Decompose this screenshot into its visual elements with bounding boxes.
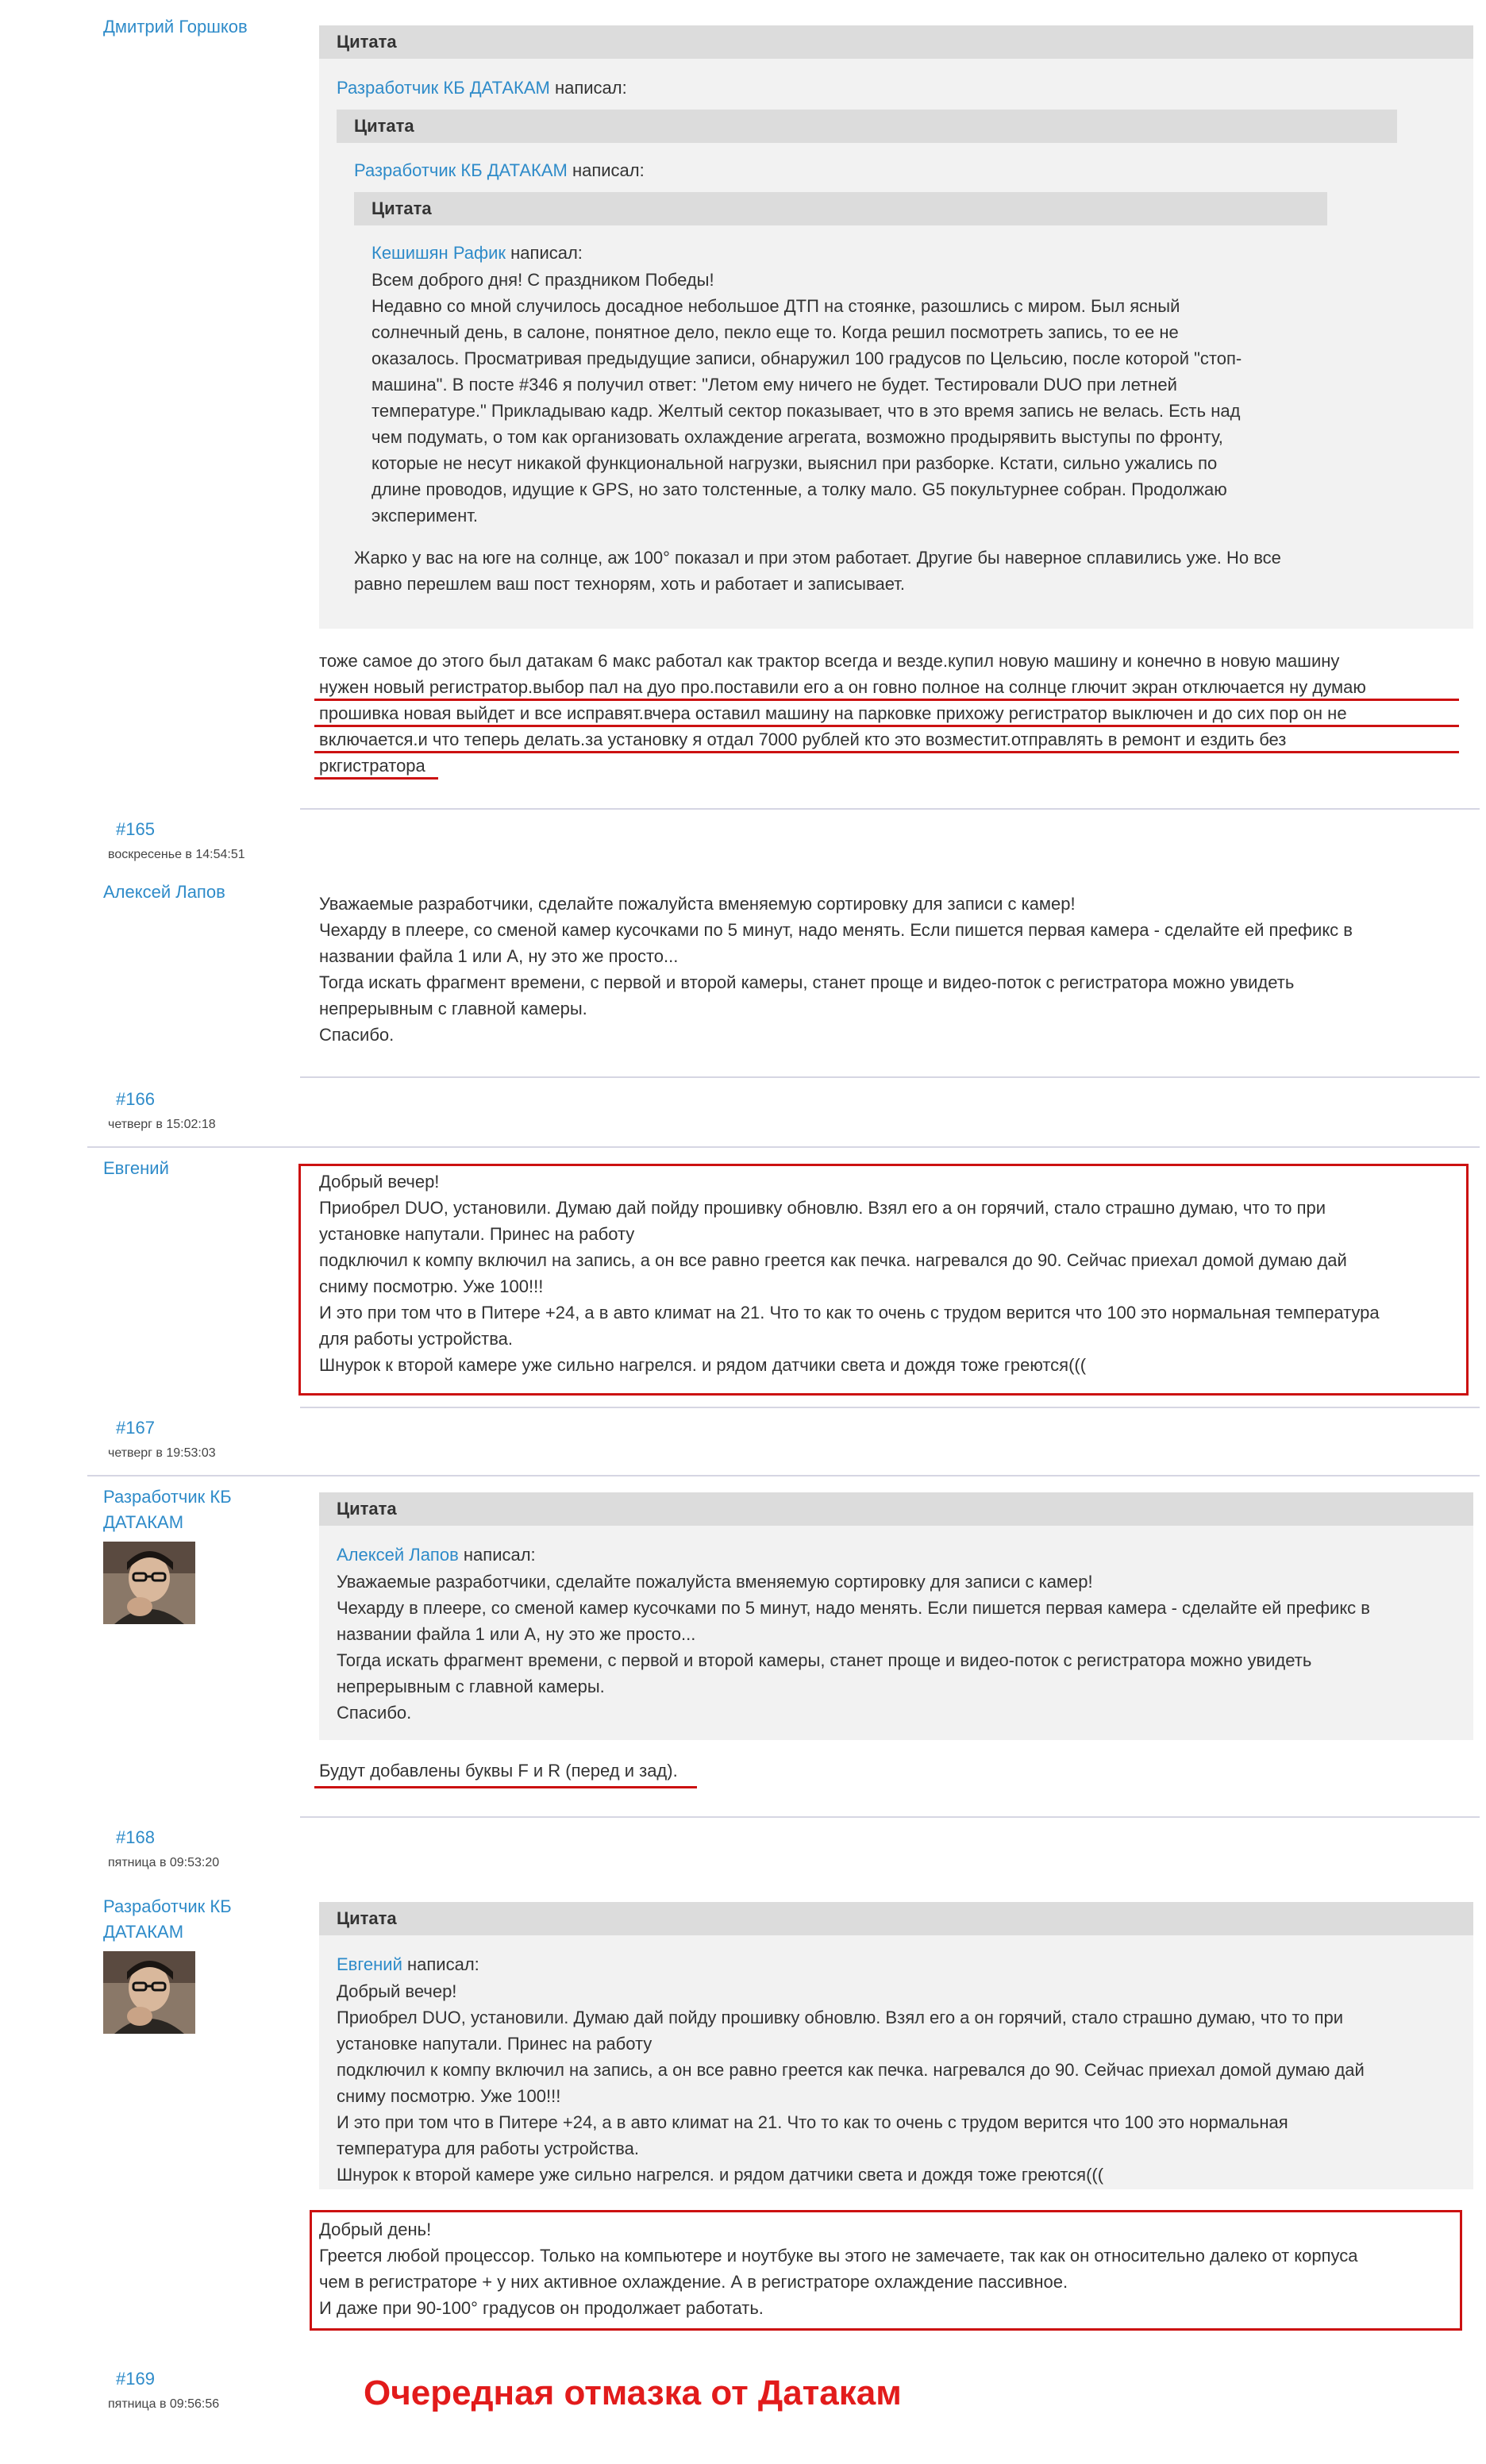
quote-author-link[interactable]: Разработчик КБ ДАТАКАМ xyxy=(354,160,568,180)
post-author-link[interactable]: Дмитрий Горшков xyxy=(103,17,248,37)
post-separator xyxy=(300,808,1480,810)
post-author-link[interactable]: Евгений xyxy=(103,1158,169,1178)
avatar[interactable] xyxy=(103,1951,195,2034)
text-line: эксперимент. xyxy=(372,506,479,526)
post-number-link[interactable]: #168 xyxy=(116,1827,155,1847)
quote-wrote-label: написал: xyxy=(572,160,645,180)
text-line: Жарко у вас на юге на солнце, аж 100° показал и при этом работает. Другие бы наверное сплавились уже. Но все xyxy=(354,548,1281,568)
text-line: ркгистратора xyxy=(319,756,425,776)
text-line: Спасибо. xyxy=(337,1703,412,1723)
avatar-portrait-icon xyxy=(103,1951,195,2034)
text-line: включается.и что теперь делать.за установку я отдал 7000 рублей кто это возместит.отправлять в ремонт и ездить без xyxy=(319,730,1287,749)
text-line: Спасибо. xyxy=(319,1025,395,1045)
post-author-link[interactable]: Алексей Лапов xyxy=(103,882,225,902)
text-line: чем в регистраторе + у них активное охлаждение. А в регистраторе охлаждение пассивное. xyxy=(319,2272,1068,2292)
post-body xyxy=(319,891,1353,1048)
post-separator xyxy=(87,1146,1480,1148)
text-line: нужен новый регистратор.выбор пал на дуо про.поставили его а он говно полное на солнце глючит экран отключается ну думаю xyxy=(319,677,1366,697)
text-line: Добрый вечер! xyxy=(337,1981,457,2001)
text-line: И даже при 90-100° градусов он продолжает работать. xyxy=(319,2298,764,2318)
text-line: названии файла 1 или А, ну это же просто... xyxy=(337,1624,696,1644)
text-line: температуре." Прикладываю кадр. Желтый сектор показывает, что в это время запись не велась. Есть над xyxy=(372,401,1241,421)
quote-author-link[interactable]: Алексей Лапов xyxy=(337,1545,459,1565)
text-line: И это при том что в Питере +24, а в авто климат на 21. Что то как то очень с трудом верится что 100 это нормальная xyxy=(337,2112,1288,2132)
post-date: пятница в 09:53:20 xyxy=(108,1856,220,1869)
post-separator xyxy=(300,1407,1480,1408)
text-line: установке напутали. Принес на работу xyxy=(337,2034,653,2054)
text-line: Чехарду в плеере, со сменой камер кусочками по 5 минут, надо менять. Если пишется первая камера - сделайте ей префикс в xyxy=(319,920,1353,940)
quote-text xyxy=(337,1978,1365,2188)
post-body xyxy=(319,1758,678,1784)
text-line: Будут добавлены буквы F и R (перед и зад). xyxy=(319,1761,678,1781)
quote-wrote-label: написал: xyxy=(463,1545,536,1565)
post-date: воскресенье в 14:54:51 xyxy=(108,848,245,861)
text-line: подключил к компу включил на запись, а он все равно греется как печка. нагревался до 90. Сейчас приехал домой думаю дай xyxy=(337,2060,1365,2080)
text-line: равно перешлем ваш пост технорям, хоть и работает и записывает. xyxy=(354,574,906,594)
annotation-underline xyxy=(314,1786,697,1788)
annotation-underline xyxy=(314,751,1459,753)
text-line: Тогда искать фрагмент времени, с первой и второй камеры, станет проще и видео-поток с регистратора можно увидеть xyxy=(337,1650,1312,1670)
post-number-link[interactable]: #167 xyxy=(116,1418,155,1438)
text-line: длине проводов, идущие к GPS, но зато толстенные, а толку мало. G5 покультурнее собран. Продолжаю xyxy=(372,479,1227,499)
post-number-link[interactable]: #166 xyxy=(116,1089,155,1109)
text-line: тоже самое до этого был датакам 6 макс работал как трактор всегда и везде.купил новую машину и конечно в новую машину xyxy=(319,651,1340,671)
post-separator xyxy=(300,1076,1480,1078)
text-line: прошивка новая выйдет и все исправят.вчера оставил машину на парковке прихожу регистратор выключен и до сих пор он не xyxy=(319,703,1347,723)
quote-header-nested: Цитата xyxy=(337,110,1397,143)
author-name-line: Разработчик КБ xyxy=(103,1896,232,1916)
text-line: Тогда искать фрагмент времени, с первой и второй камеры, станет проще и видео-поток с регистратора можно увидеть xyxy=(319,972,1295,992)
text-line: Греется любой процессор. Только на компьютере и ноутбуке вы этого не замечаете, так как он относительно далеко от корпуса xyxy=(319,2246,1358,2266)
text-line: Уважаемые разработчики, сделайте пожалуйста вменяемую сортировку для записи с камер! xyxy=(319,894,1076,914)
text-line: Уважаемые разработчики, сделайте пожалуйста вменяемую сортировку для записи с камер! xyxy=(337,1572,1093,1592)
post-body xyxy=(319,2216,1358,2321)
author-name-line: ДАТАКАМ xyxy=(103,1922,184,1942)
quote-wrote-label: написал: xyxy=(554,78,627,98)
text-line: температура для работы устройства. xyxy=(337,2139,639,2158)
text-line: Приобрел DUO, установили. Думаю дай пойду прошивку обновлю. Взял его а он горячий, стало страшно думаю, что то при xyxy=(319,1198,1326,1218)
author-name-line: Разработчик КБ xyxy=(103,1487,232,1507)
quote-header-nested-2: Цитата xyxy=(354,192,1327,225)
post-separator xyxy=(300,1816,1480,1818)
text-line: непрерывным с главной камеры. xyxy=(337,1677,605,1696)
quote-header: Цитата xyxy=(319,1902,1473,1935)
author-name-line: ДАТАКАМ xyxy=(103,1512,184,1532)
text-line: Всем доброго дня! С праздником Победы! xyxy=(372,270,714,290)
annotation-underline xyxy=(314,777,438,780)
text-line: для работы устройства. xyxy=(319,1329,513,1349)
text-line: подключил к компу включил на запись, а он все равно греется как печка. нагревался до 90. Сейчас приехал домой думаю дай xyxy=(319,1250,1347,1270)
post-author-link[interactable] xyxy=(103,1484,232,1535)
post-body xyxy=(319,648,1366,779)
annotation-underline xyxy=(314,699,1459,701)
quote-text-nested-2 xyxy=(372,267,1242,529)
post-body xyxy=(319,1168,1380,1378)
annotation-underline xyxy=(314,725,1459,727)
quote-author-link[interactable]: Евгений xyxy=(337,1954,402,1974)
quote-attribution-nested-2 xyxy=(372,240,583,266)
quote-attribution xyxy=(337,1951,479,1977)
avatar[interactable] xyxy=(103,1542,195,1624)
quote-header: Цитата xyxy=(319,25,1473,59)
quote-author-link[interactable]: Кешишян Рафик xyxy=(372,243,506,263)
text-line: названии файла 1 или А, ну это же просто... xyxy=(319,946,679,966)
text-line: Добрый вечер! xyxy=(319,1172,440,1192)
text-line: И это при том что в Питере +24, а в авто климат на 21. Что то как то очень с трудом верится что 100 это нормальная температура xyxy=(319,1303,1380,1322)
text-line: чем подумать, о том как организовать охлаждение агрегата, возможно продырявить выступы по фронту, xyxy=(372,427,1223,447)
text-line: оказалось. Просматривая предыдущие записи, обнаружил 100 градусов по Цельсию, после которой "стоп- xyxy=(372,348,1242,368)
text-line: установке напутали. Принес на работу xyxy=(319,1224,635,1244)
text-line: Приобрел DUO, установили. Думаю дай пойду прошивку обновлю. Взял его а он горячий, стало страшно думаю, что то при xyxy=(337,2008,1344,2027)
post-date: четверг в 15:02:18 xyxy=(108,1118,216,1131)
quote-attribution xyxy=(337,1542,536,1568)
quote-header: Цитата xyxy=(319,1492,1473,1526)
text-line: Шнурок к второй камере уже сильно нагрелся. и рядом датчики света и дождя тоже греются((( xyxy=(319,1355,1087,1375)
text-line: сниму посмотрю. Уже 100!!! xyxy=(337,2086,561,2106)
quote-wrote-label: написал: xyxy=(407,1954,479,1974)
text-line: непрерывным с главной камеры. xyxy=(319,999,587,1018)
quote-wrote-label: написал: xyxy=(510,243,583,263)
quote-text-nested xyxy=(354,545,1281,597)
text-line: которые не несут никакой функциональной нагрузки, выяснил при разборке. Кстати, сильно ужались по xyxy=(372,453,1218,473)
text-line: Недавно со мной случилось досадное небольшое ДТП на стоянке, разошлись с миром. Был ясный xyxy=(372,296,1180,316)
post-number-link[interactable]: #165 xyxy=(116,819,155,839)
post-separator xyxy=(87,1475,1480,1476)
text-line: машина". В посте #346 я получил ответ: "Летом ему ничего не будет. Тестировали DUO при летней xyxy=(372,375,1177,395)
overlay-caption: Очередная отмазка от Датакам xyxy=(364,2374,902,2412)
avatar-portrait-icon xyxy=(103,1542,195,1624)
text-line: Добрый день! xyxy=(319,2220,432,2239)
post-author-link[interactable] xyxy=(103,1894,232,1945)
post-date: четверг в 19:53:03 xyxy=(108,1446,216,1460)
post-number-link[interactable]: #169 xyxy=(116,2369,155,2389)
quote-author-link[interactable]: Разработчик КБ ДАТАКАМ xyxy=(337,78,550,98)
text-line: сниму посмотрю. Уже 100!!! xyxy=(319,1276,544,1296)
post-date: пятница в 09:56:56 xyxy=(108,2397,220,2411)
text-line: солнечный день, в салоне, понятное дело, пекло еще то. Когда решил посмотреть запись, то ее не xyxy=(372,322,1179,342)
quote-attribution xyxy=(337,75,627,101)
quote-text xyxy=(337,1569,1370,1726)
text-line: Чехарду в плеере, со сменой камер кусочками по 5 минут, надо менять. Если пишется первая камера - сделайте ей префикс в xyxy=(337,1598,1370,1618)
quote-attribution-nested xyxy=(354,157,645,183)
text-line: Шнурок к второй камере уже сильно нагрелся. и рядом датчики света и дождя тоже греются((( xyxy=(337,2165,1104,2185)
